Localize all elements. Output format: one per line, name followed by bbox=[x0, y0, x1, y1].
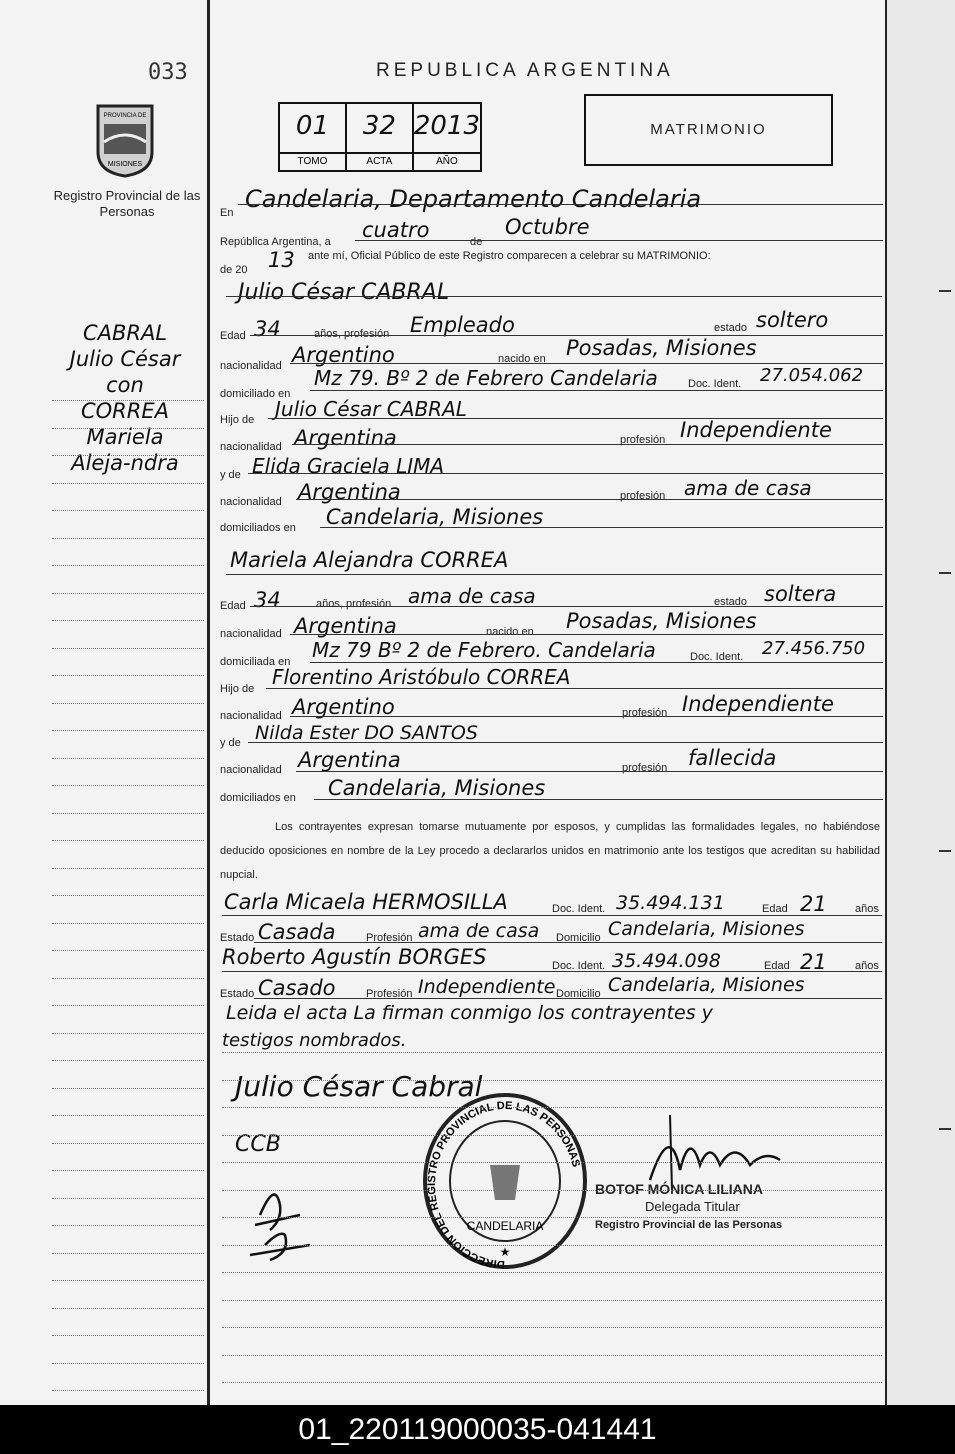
groom-born-in: Posadas, Misiones bbox=[566, 336, 757, 360]
margin-dotted-line bbox=[52, 923, 204, 924]
margin-line: con bbox=[106, 373, 144, 397]
groom-mother-profession: ama de casa bbox=[684, 476, 812, 500]
witness1-doc: 35.494.131 bbox=[616, 892, 725, 914]
nacionalidad-label: nacionalidad bbox=[220, 764, 282, 776]
estado-label: estado bbox=[714, 322, 748, 334]
domicilio-label: Domicilio bbox=[556, 932, 601, 944]
margin-dotted-line bbox=[52, 1005, 204, 1006]
bride-profession: ama de casa bbox=[408, 584, 536, 608]
margin-dotted-line bbox=[52, 1363, 204, 1364]
seal-bottom-text: MISIONES bbox=[107, 161, 143, 168]
rule bbox=[226, 574, 882, 575]
estado-label: estado bbox=[714, 596, 748, 608]
margin-dotted-line bbox=[52, 1033, 204, 1034]
margin-dotted-line bbox=[52, 1088, 204, 1089]
body-dotted-line bbox=[222, 1327, 882, 1328]
corner-number: 033 bbox=[148, 60, 188, 85]
margin-dotted-line bbox=[52, 593, 204, 594]
margin-line: Mariela bbox=[86, 425, 164, 449]
edad-label: Edad bbox=[220, 330, 246, 342]
witness2-domicile: Candelaria, Misiones bbox=[608, 974, 805, 996]
rule bbox=[290, 363, 883, 364]
hijo-label: Hijo de bbox=[220, 414, 255, 426]
registry-name: Registro Provincial de las Personas bbox=[53, 188, 201, 219]
acta-value: 32 bbox=[362, 111, 396, 141]
bride-mother-profession: fallecida bbox=[688, 746, 777, 770]
margin-dotted-line bbox=[52, 730, 204, 731]
rule bbox=[292, 444, 883, 445]
seal-top-text: PROVINCIA DE bbox=[103, 113, 147, 119]
nacionalidad-label: nacionalidad bbox=[220, 628, 282, 640]
signature-groom: Julio César Cabral bbox=[235, 1070, 483, 1103]
footer-code: 01_220119000035-041441 bbox=[0, 1405, 955, 1454]
witness1-status: Casada bbox=[258, 920, 336, 944]
rule bbox=[226, 296, 882, 297]
day-value: cuatro bbox=[362, 218, 430, 242]
statement-text: Los contrayentes expresan tomarse mutuamente por esposos, y cumplidas las formalidades legales, no habiéndose deducido oposiciones en nombre de la Ley procedo a declararlos unidos en matrimonio ante los testigos que acreditan su habilidad nupcial. bbox=[220, 821, 880, 881]
groom-father-nationality: Argentina bbox=[294, 426, 397, 450]
bride-doc: 27.456.750 bbox=[762, 638, 866, 659]
margin-dotted-line bbox=[52, 455, 204, 456]
bride-father-profession: Independiente bbox=[682, 692, 834, 716]
body-dotted-line bbox=[222, 1217, 882, 1218]
margin-dotted-line bbox=[52, 675, 204, 676]
margin-note bbox=[50, 320, 200, 476]
signature-bride: CCB bbox=[235, 1132, 281, 1157]
groom-father-profession: Independiente bbox=[680, 418, 832, 442]
yde-label: y de bbox=[220, 469, 241, 481]
margin-dotted-line bbox=[52, 510, 204, 511]
margin-dotted-line bbox=[52, 1253, 204, 1254]
rule bbox=[250, 606, 883, 607]
yde-label: y de bbox=[220, 737, 241, 749]
edad-label: Edad bbox=[764, 960, 790, 972]
rule bbox=[310, 390, 883, 391]
groom-profession: Empleado bbox=[410, 313, 515, 337]
margin-dotted-line bbox=[52, 565, 204, 566]
de20-label: de 20 bbox=[220, 264, 248, 276]
witness1-domicile: Candelaria, Misiones bbox=[608, 918, 805, 940]
year-suffix: 13 bbox=[268, 248, 295, 272]
official-block bbox=[595, 1180, 795, 1234]
bride-mother: Nilda Ester DO SANTOS bbox=[255, 722, 478, 744]
doc-label: Doc. Ident. bbox=[552, 960, 606, 972]
margin-dotted-line bbox=[52, 758, 204, 759]
witness2-profession: Independiente bbox=[418, 976, 556, 998]
margin-dotted-line bbox=[52, 868, 204, 869]
groom-parents-address: Candelaria, Misiones bbox=[326, 505, 544, 529]
edge-mark bbox=[939, 1128, 951, 1130]
tomo-label: TOMO bbox=[280, 152, 345, 170]
body-dotted-line bbox=[222, 1190, 882, 1191]
month-value: Octubre bbox=[505, 215, 590, 239]
profesion-label: años, profesión bbox=[314, 328, 390, 340]
margin-dotted-line bbox=[52, 428, 204, 429]
groom-address: Mz 79. Bº 2 de Febrero Candelaria bbox=[314, 366, 658, 390]
official-name: BOTOF MÓNICA LILIANA bbox=[595, 1181, 763, 1197]
profesion-label: profesión bbox=[620, 490, 666, 502]
margin-dotted-line bbox=[52, 1115, 204, 1116]
bride-father: Florentino Aristóbulo CORREA bbox=[272, 665, 571, 689]
margin-dotted-line bbox=[52, 538, 204, 539]
edad-label: Edad bbox=[220, 600, 246, 612]
svg-text:★: ★ bbox=[499, 1245, 511, 1259]
groom-status: soltero bbox=[756, 308, 829, 332]
margin-dotted-line bbox=[52, 648, 204, 649]
bride-parents-address: Candelaria, Misiones bbox=[328, 776, 546, 800]
margin-dotted-line bbox=[52, 1225, 204, 1226]
nacionalidad-label: nacionalidad bbox=[220, 496, 282, 508]
bride-born-in: Posadas, Misiones bbox=[566, 609, 757, 633]
witness1-profession: ama de casa bbox=[418, 920, 540, 942]
body-dotted-line bbox=[222, 1272, 882, 1273]
stamp-ring-text: DIRECCION DEL REGISTRO PROVINCIAL DE LAS PERSONAS bbox=[425, 1099, 582, 1271]
groom-name: Julio César CABRAL bbox=[238, 280, 450, 305]
republica-label: República Argentina, a bbox=[220, 236, 331, 248]
domicilio-label: Domicilio bbox=[556, 988, 601, 1000]
closing-line-1: Leida el acta La firman conmigo los contrayentes y bbox=[226, 1002, 713, 1024]
page-edge bbox=[885, 0, 955, 1405]
nacionalidad-label: nacionalidad bbox=[220, 710, 282, 722]
witness2-status: Casado bbox=[258, 976, 336, 1000]
anios-label: años bbox=[855, 960, 879, 972]
rule bbox=[355, 240, 883, 241]
edge-mark bbox=[939, 290, 951, 292]
margin-line: CABRAL bbox=[82, 321, 168, 345]
rule bbox=[320, 527, 883, 528]
official-role: Delegada Titular bbox=[645, 1199, 740, 1214]
bride-name: Mariela Alejandra CORREA bbox=[230, 548, 509, 572]
margin-dotted-line bbox=[52, 1143, 204, 1144]
margin-dotted-line bbox=[52, 620, 204, 621]
estado-label: Estado bbox=[220, 988, 255, 1000]
place-value: Candelaria, Departamento Candelaria bbox=[245, 185, 702, 213]
margin-dotted-line bbox=[52, 1308, 204, 1309]
rule bbox=[296, 771, 883, 772]
profesion-label: Profesión bbox=[366, 932, 413, 944]
body-dotted-line bbox=[222, 1052, 882, 1053]
rule bbox=[314, 799, 883, 800]
rule bbox=[254, 942, 882, 943]
anios-label: años bbox=[855, 903, 879, 915]
margin-dotted-line bbox=[52, 785, 204, 786]
nacido-label: nacido en bbox=[486, 626, 534, 638]
profesion-label: años, profesión bbox=[316, 598, 392, 610]
margin-dotted-line bbox=[52, 1280, 204, 1281]
acta-label: ACTA bbox=[347, 152, 412, 170]
en-label: En bbox=[220, 207, 234, 219]
margin-line: Aleja-ndra bbox=[71, 451, 179, 475]
stamp-center-text: CANDELARIA bbox=[466, 1219, 544, 1233]
profesion-label: profesión bbox=[620, 434, 666, 446]
body-dotted-line bbox=[222, 1245, 882, 1246]
profesion-label: Profesión bbox=[366, 988, 413, 1000]
edge-mark bbox=[939, 572, 951, 574]
country-title: REPUBLICA ARGENTINA bbox=[376, 60, 674, 81]
margin-dotted-line bbox=[52, 1170, 204, 1171]
rule bbox=[290, 634, 883, 635]
domiciliados-label: domiciliados en bbox=[220, 522, 296, 534]
nacido-label: nacido en bbox=[498, 353, 546, 365]
profesion-label: profesión bbox=[622, 762, 668, 774]
witness2-age: 21 bbox=[800, 950, 827, 974]
rule bbox=[248, 473, 883, 474]
margin-dotted-line bbox=[52, 950, 204, 951]
profesion-label: profesión bbox=[622, 707, 668, 719]
margin-dotted-line bbox=[52, 483, 204, 484]
estado-label: Estado bbox=[220, 932, 255, 944]
body-dotted-line bbox=[222, 1107, 882, 1108]
bride-nationality: Argentina bbox=[294, 614, 397, 638]
witness2-name: Roberto Agustín BORGES bbox=[222, 945, 487, 969]
margin-dotted-line bbox=[52, 895, 204, 896]
record-type-box: MATRIMONIO bbox=[584, 94, 833, 166]
doc-label: Doc. Ident. bbox=[688, 378, 742, 390]
body-dotted-line bbox=[222, 1135, 882, 1136]
margin-dotted-line bbox=[52, 1060, 204, 1061]
margin-dotted-line bbox=[52, 1390, 204, 1391]
margin-line: Julio César bbox=[69, 347, 181, 371]
edad-label: Edad bbox=[762, 903, 788, 915]
margin-dotted-line bbox=[52, 840, 204, 841]
rule bbox=[266, 688, 883, 689]
body-dotted-line bbox=[222, 1300, 882, 1301]
body-dotted-line bbox=[222, 1382, 882, 1383]
anio-value: 2013 bbox=[413, 111, 481, 141]
margin-dotted-line bbox=[52, 813, 204, 814]
witness1-age: 21 bbox=[800, 892, 827, 916]
act-reference-boxes bbox=[278, 102, 482, 172]
groom-father: Julio César CABRAL bbox=[275, 397, 467, 421]
official-registry: Registro Provincial de las Personas bbox=[595, 1219, 783, 1231]
witness1-name: Carla Micaela HERMOSILLA bbox=[224, 890, 508, 914]
de-label: de bbox=[470, 236, 483, 248]
witness-signatures-icon bbox=[240, 1175, 320, 1265]
margin-dotted-line bbox=[52, 978, 204, 979]
intro-text: ante mí, Oficial Público de este Registro comparecen a celebrar su MATRIMONIO: bbox=[308, 250, 711, 262]
rule bbox=[222, 971, 882, 972]
margin-line: CORREA bbox=[80, 399, 169, 423]
body-dotted-line bbox=[222, 1080, 882, 1081]
rule bbox=[238, 204, 883, 205]
body-dotted-line bbox=[222, 1355, 882, 1356]
bride-address: Mz 79 Bº 2 de Febrero. Candelaria bbox=[312, 638, 656, 662]
domiciliada-label: domiciliada en bbox=[220, 656, 291, 668]
closing-line-2: testigos nombrados. bbox=[222, 1030, 407, 1051]
hijo-label: Hijo de bbox=[220, 683, 255, 695]
rule bbox=[310, 662, 883, 663]
domiciliados-label: domiciliados en bbox=[220, 792, 296, 804]
rule bbox=[296, 499, 883, 500]
bride-father-nationality: Argentino bbox=[292, 695, 395, 719]
nacionalidad-label: nacionalidad bbox=[220, 441, 282, 453]
bride-mother-nationality: Argentina bbox=[298, 748, 401, 772]
bride-status: soltera bbox=[764, 582, 837, 606]
rule bbox=[290, 716, 883, 717]
tomo-value: 01 bbox=[295, 111, 329, 141]
doc-label: Doc. Ident. bbox=[690, 651, 744, 663]
nacionalidad-label: nacionalidad bbox=[220, 360, 282, 372]
margin-dotted-line bbox=[52, 400, 204, 401]
province-seal-icon bbox=[92, 102, 158, 178]
groom-mother-nationality: Argentina bbox=[298, 480, 401, 504]
margin-dotted-line bbox=[52, 1335, 204, 1336]
margin-dotted-line bbox=[52, 1198, 204, 1199]
witness2-doc: 35.494.098 bbox=[612, 950, 721, 972]
groom-age: 34 bbox=[254, 317, 281, 341]
doc-label: Doc. Ident. bbox=[552, 903, 606, 915]
edge-mark bbox=[939, 850, 951, 852]
margin-divider bbox=[207, 0, 210, 1405]
groom-doc: 27.054.062 bbox=[760, 365, 864, 386]
domiciliado-label: domiciliado en bbox=[220, 388, 291, 400]
rule bbox=[254, 998, 882, 999]
margin-dotted-line bbox=[52, 703, 204, 704]
rule bbox=[248, 742, 883, 743]
groom-mother: Elida Graciela LIMA bbox=[252, 454, 445, 478]
body-dotted-line bbox=[222, 1162, 882, 1163]
groom-nationality: Argentino bbox=[292, 343, 395, 367]
anio-label: AÑO bbox=[414, 152, 480, 170]
bride-age: 34 bbox=[254, 588, 281, 612]
rule bbox=[222, 915, 882, 916]
